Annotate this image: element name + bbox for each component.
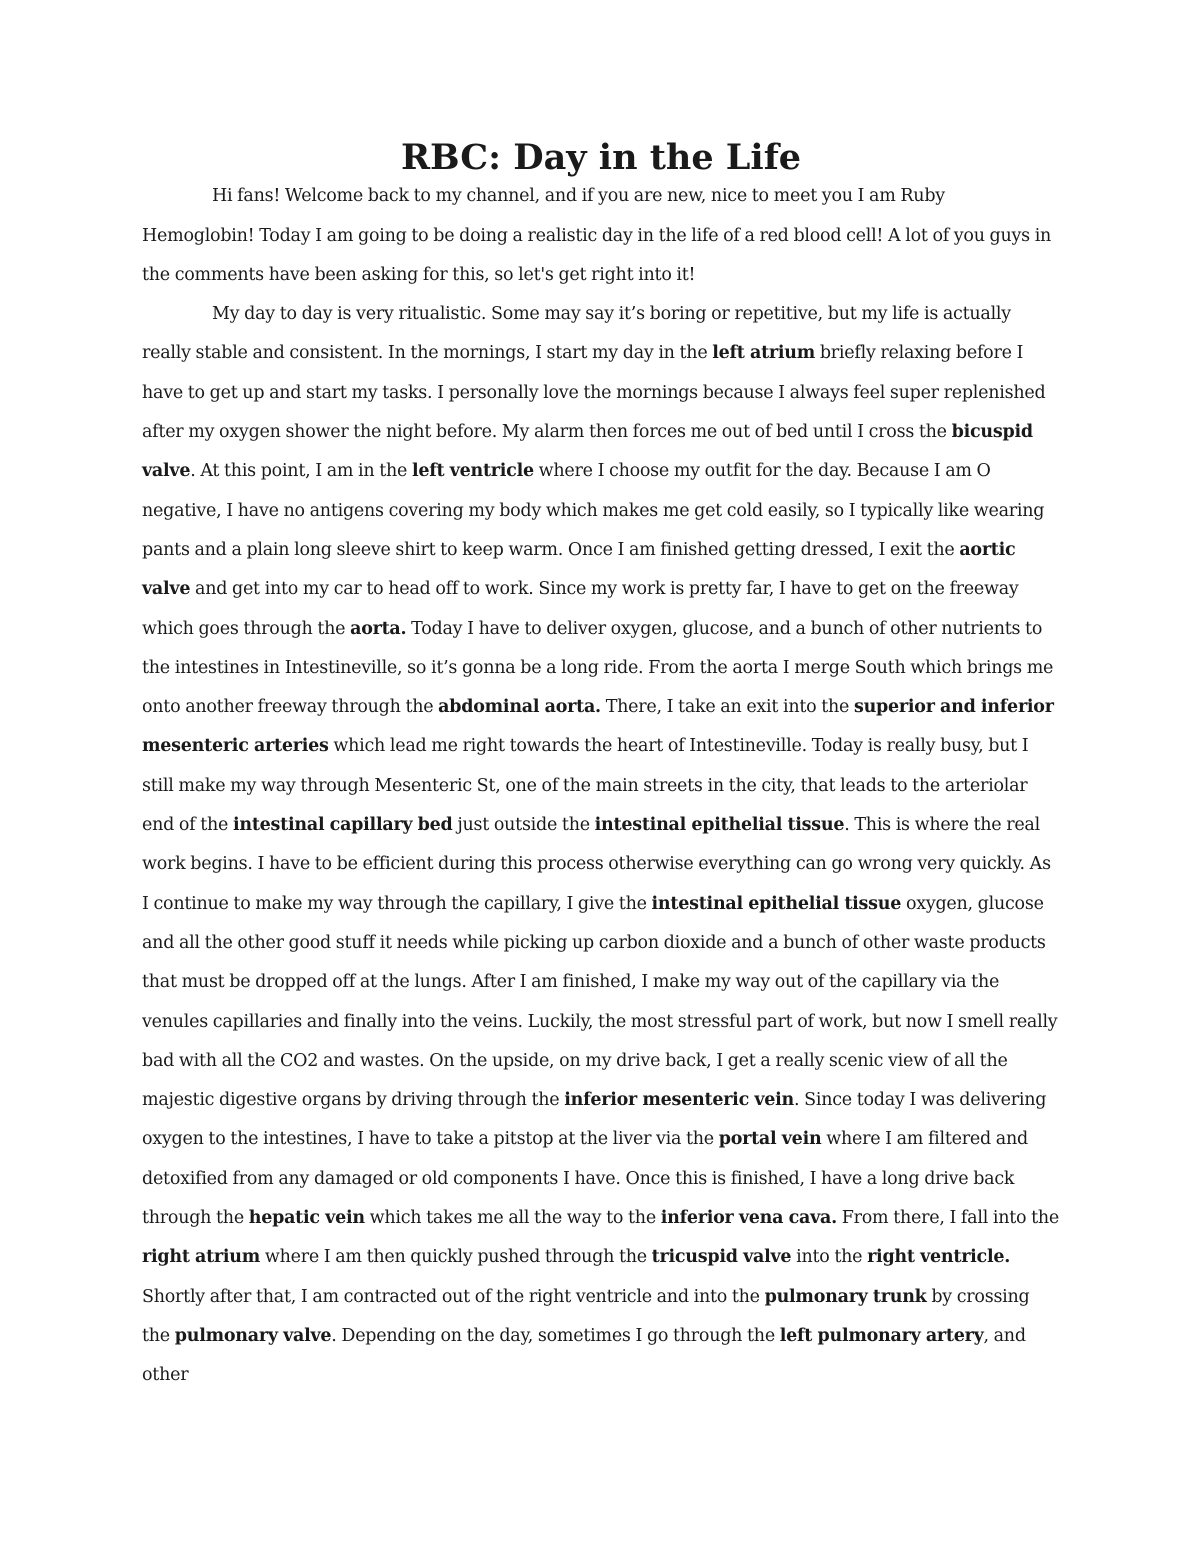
document-title: RBC: Day in the Life [400,137,802,178]
paragraph-text: which takes me all the way to the [364,1208,661,1229]
bold-term: inferior mesenteric vein [564,1090,794,1111]
document-body [142,138,1060,1396]
paragraph-text: Hi fans! Welcome back to my channel, and if you are new, nice to meet you I am Ruby Hemoglobin! Today I am going to be doing a realistic day in the life of a red blood cell! A lot of you guys in the comments have been asking for this, so let's get right into it! [142,186,1052,285]
bold-term: bicuspid valve [142,422,1033,482]
bold-term: inferior vena cava. [660,1208,837,1229]
bold-term: intestinal epithelial tissue [651,893,902,914]
bold-term: superior and inferior mesenteric arteries [142,697,1054,757]
bold-term: left ventricle [411,461,534,482]
bold-term: right ventricle. [867,1247,1011,1268]
paragraph-text: where I am then quickly pushed through the [260,1247,652,1268]
paragraph-text: Shortly after that, I am contracted out of the right ventricle and into the [142,1286,765,1307]
paragraph-text: Today I have to deliver oxygen, glucose, and a bunch of other nutrients to the intestines in Intestineville, so it’s gonna be a long ride. From the aorta I merge South which brings me onto another freeway through the [142,618,1054,718]
paragraph-text: From there, I fall into the [836,1208,1060,1229]
bold-term: left atrium [712,343,816,364]
bold-term: left pulmonary artery [779,1325,984,1346]
paragraph-container [142,177,1060,1395]
paragraph-text: . Depending on the day, sometimes I go through the [331,1325,780,1346]
bold-term: pulmonary trunk [764,1286,927,1307]
paragraph-text: . At this point, I am in the [190,461,412,482]
bold-term: pulmonary valve [174,1325,332,1346]
paragraph-text: oxygen, glucose and all the other good stuff it needs while picking up carbon dioxide and a bunch of other waste products that must be dropped off at the lungs. After I am finished, I make my way out of the capillary via the venules capillaries and finally into the veins. Luckily, the most stressful part of work, but now I smell really bad with all the CO2 and wastes. On the upside, on my drive back, I get a really scenic view of all the majestic digestive organs by driving through the [142,893,1058,1111]
paragraph-text: where I am filtered and detoxified from any damaged or old components I have. Once this is finished, I have a long drive back through the [142,1129,1028,1229]
body-paragraph [142,177,1060,295]
bold-term: intestinal capillary bed [232,815,453,836]
paragraph-text: into the [791,1247,868,1268]
paragraph-text: just outside the [452,815,595,836]
bold-term: aortic valve [142,539,1016,600]
bold-term: abdominal aorta. [438,697,601,718]
bold-term: intestinal epithelial tissue [594,815,845,836]
paragraph-text: and get into my car to head off to work. Since my work is pretty far, I have to get on the freeway which goes through the [142,579,1019,639]
paragraph-text: which lead me right towards the heart of Intestineville. Today is really busy, but I still make my way through Mesenteric St, one of the main streets in the city, that leads to the arteriolar end of the [142,736,1029,836]
paragraph-text: . This is where the real work begins. I have to be efficient during this process otherwise everything can go wrong very quickly. As I continue to make my way through the capillary, I give the [142,815,1051,914]
bold-term: aorta. [350,618,407,639]
bold-term: hepatic vein [248,1208,365,1229]
paragraph-text: . Since today I was delivering oxygen to the intestines, I have to take a pitstop at the liver via the [142,1090,1047,1150]
paragraph-text: where I choose my outfit for the day. Because I am O negative, I have no antigens covering my body which makes me get cold easily, so I typically like wearing pants and a plain long sleeve shirt to keep warm. Once I am finished getting dressed, I exit the [142,461,1045,560]
paragraph-text: My day to day is very ritualistic. Some may say it’s boring or repetitive, but my life is actually really stable and consistent. In the mornings, I start my day in the [142,304,1011,364]
paragraph-text: There, I take an exit into the [600,697,854,718]
body-paragraph [142,295,1060,1395]
bold-term: tricuspid valve [651,1247,792,1268]
bold-term: right atrium [142,1247,261,1268]
paragraph-text: by crossing the [142,1286,1030,1346]
bold-term: portal vein [718,1129,822,1150]
paragraph-text: briefly relaxing before I have to get up and start my tasks. I personally love the mornings because I always feel super replenished after my oxygen shower the night before. My alarm then forces me out of bed until I cross the [142,343,1046,443]
paragraph-text: , and other [142,1325,1026,1386]
